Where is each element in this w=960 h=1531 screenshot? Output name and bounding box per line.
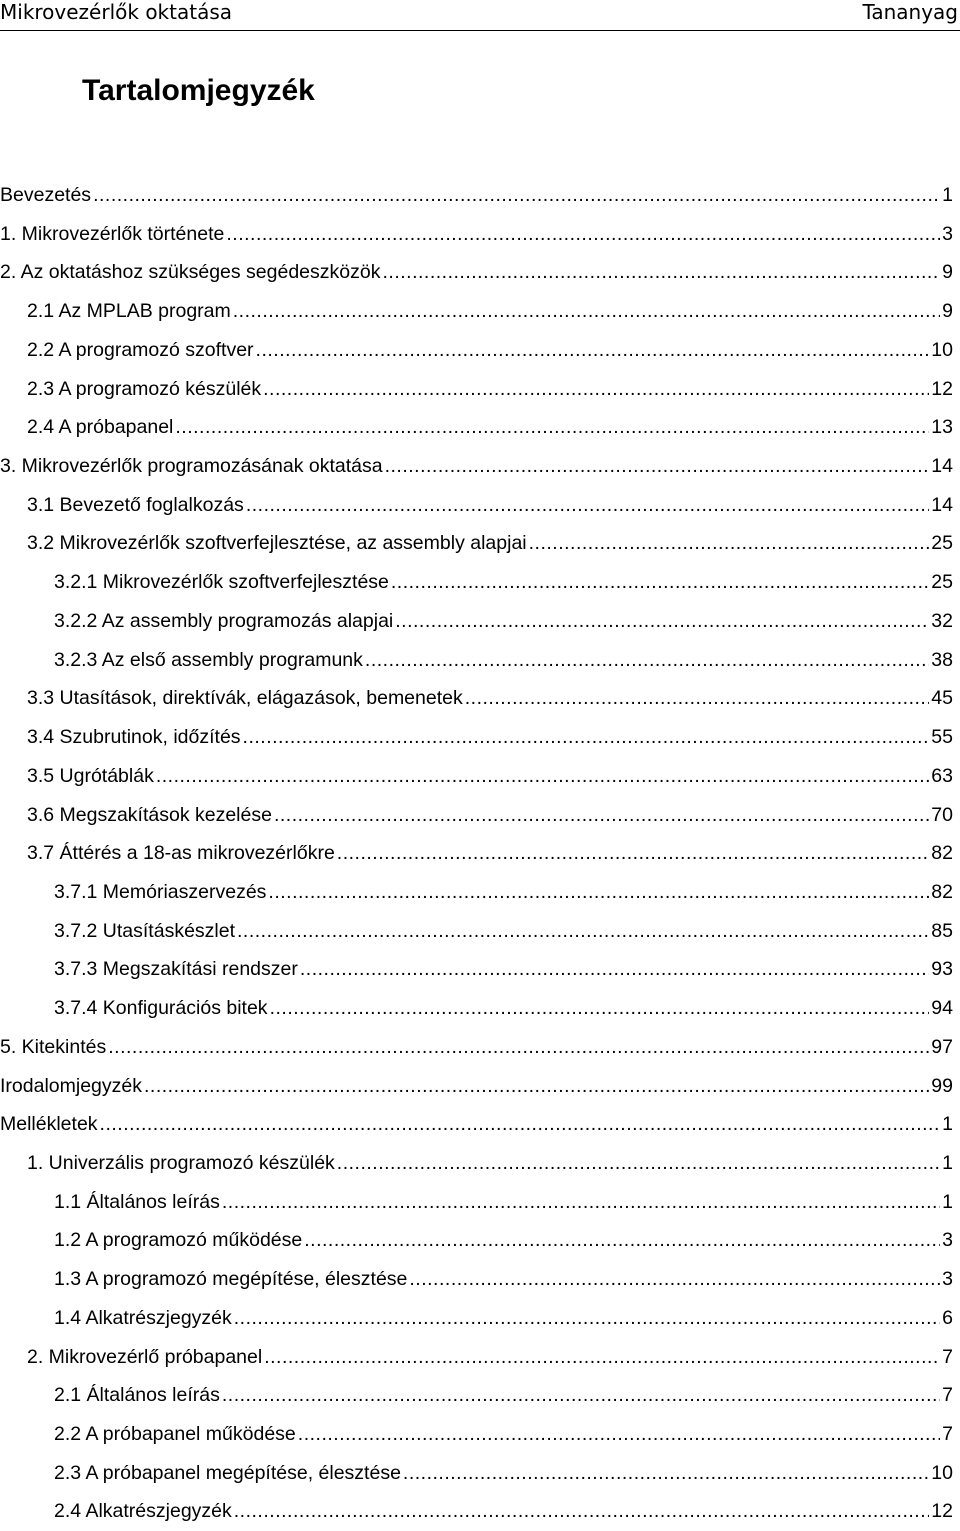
toc-entry-label: 3.7.3 Megszakítási rendszer <box>54 958 298 981</box>
toc-entry-page-number: 93 <box>931 958 953 981</box>
toc-entry[interactable] <box>0 370 953 409</box>
toc-entry-page-number: 7 <box>942 1345 953 1368</box>
toc-dot-leader <box>100 1105 941 1144</box>
toc-entry[interactable] <box>0 331 953 370</box>
toc-dot-leader <box>93 176 940 215</box>
toc-entry-label: Mellékletek <box>0 1113 98 1136</box>
toc-entry-label: 2.1 Az MPLAB program <box>27 300 231 323</box>
toc-dot-leader <box>337 1144 940 1183</box>
toc-entry-label: 3.3 Utasítások, direktívák, elágazások, bemenetek <box>27 687 463 710</box>
toc-entry[interactable] <box>0 447 953 486</box>
toc-entry-page-number: 82 <box>931 880 953 903</box>
toc-entry-page-number: 10 <box>931 1461 953 1484</box>
toc-entry[interactable] <box>0 408 953 447</box>
toc-entry-page-number: 9 <box>942 261 953 284</box>
toc-entry-page-number: 63 <box>931 764 953 787</box>
toc-entry-page-number: 3 <box>942 222 953 245</box>
toc-entry[interactable] <box>0 679 953 718</box>
toc-dot-leader <box>144 1067 929 1106</box>
header-section-name: Tananyag <box>862 0 958 24</box>
toc-entry[interactable] <box>0 1105 953 1144</box>
toc-title: Tartalomjegyzék <box>82 74 315 107</box>
toc-entry-page-number: 85 <box>931 919 953 942</box>
toc-dot-leader <box>465 679 930 718</box>
toc-dot-leader <box>222 1183 940 1222</box>
toc-entry-label: 3. Mikrovezérlők programozásának oktatása <box>0 455 383 478</box>
toc-entry-page-number: 45 <box>931 687 953 710</box>
toc-dot-leader <box>243 718 930 757</box>
toc-entry-page-number: 25 <box>931 571 953 594</box>
toc-entry[interactable] <box>0 602 953 641</box>
toc-entry[interactable] <box>0 1454 953 1493</box>
toc-dot-leader <box>403 1454 929 1493</box>
toc-entry-label: 3.2 Mikrovezérlők szoftverfejlesztése, az assembly alapjai <box>27 532 527 555</box>
toc-dot-leader <box>256 331 930 370</box>
toc-dot-leader <box>385 447 930 486</box>
toc-entry-label: 2. Mikrovezérlő próbapanel <box>27 1345 263 1368</box>
toc-entry-page-number: 7 <box>942 1423 953 1445</box>
toc-entry-label: 3.4 Szubrutinok, időzítés <box>27 726 241 749</box>
toc-entry-label: 5. Kitekintés <box>0 1035 107 1058</box>
toc-dot-leader <box>234 1299 940 1338</box>
toc-entry-label: 3.6 Megszakítások kezelése <box>27 803 272 826</box>
toc-entry-label: 2.3 A programozó készülék <box>27 377 262 400</box>
toc-entry-label: 2.4 Alkatrészjegyzék <box>54 1500 232 1523</box>
toc-entry-page-number: 99 <box>931 1074 953 1097</box>
toc-entry[interactable] <box>0 1028 953 1067</box>
toc-entry-label: 2. Az oktatáshoz szükséges segédeszközök <box>0 261 381 284</box>
toc-entry-label: 3.1 Bevezető foglalkozás <box>27 493 244 516</box>
toc-entry-page-number: 3 <box>942 1268 953 1291</box>
toc-entry-label: 3.7 Áttérés a 18-as mikrovezérlőkre <box>27 842 335 865</box>
toc-entry[interactable] <box>0 176 953 215</box>
toc-entry-page-number: 97 <box>931 1035 953 1058</box>
toc-entry-page-number: 82 <box>931 842 953 865</box>
toc-entry-page-number: 55 <box>931 726 953 749</box>
toc-entry-page-number: 12 <box>931 377 953 400</box>
toc-dot-leader <box>409 1260 940 1299</box>
toc-entry-label: 3.7.2 Utasításkészlet <box>54 919 236 942</box>
toc-dot-leader <box>263 370 929 409</box>
toc-entry-page-number: 1 <box>942 1151 953 1174</box>
toc-entry-page-number: 12 <box>931 1500 953 1523</box>
toc-entry[interactable] <box>0 950 953 989</box>
toc-entry-label: 2.2 A próbapanel működése <box>54 1423 296 1445</box>
toc-entry-page-number: 10 <box>931 338 953 361</box>
toc-entry[interactable] <box>0 912 953 951</box>
header-document-title: Mikrovezérlők oktatása <box>0 0 233 24</box>
toc-entry[interactable] <box>0 1376 953 1415</box>
toc-entry-page-number: 1 <box>942 1190 953 1213</box>
toc-entry-label: 1.2 A programozó működése <box>54 1229 303 1252</box>
toc-entry-page-number: 70 <box>931 803 953 826</box>
toc-dot-leader <box>391 563 929 602</box>
toc-entry-label: 2.3 A próbapanel megépítése, élesztése <box>54 1461 401 1484</box>
toc-entry-label: Bevezetés <box>0 184 92 206</box>
page-header <box>0 0 960 31</box>
toc-dot-leader <box>264 1338 940 1377</box>
toc-entry[interactable] <box>0 292 953 331</box>
toc-entry[interactable] <box>0 253 953 292</box>
toc-dot-leader <box>234 1492 930 1531</box>
toc-entry[interactable] <box>0 486 953 525</box>
toc-entry-label: 2.1 Általános leírás <box>54 1384 220 1407</box>
toc-entry-page-number: 7 <box>942 1384 953 1407</box>
toc-entry[interactable] <box>0 1183 953 1222</box>
toc-entry-page-number: 9 <box>942 300 953 323</box>
toc-entry-page-number: 3 <box>942 1229 953 1252</box>
toc-entry-label: 3.2.3 Az első assembly programunk <box>54 648 363 671</box>
toc-entry[interactable] <box>0 563 953 602</box>
toc-entry-label: 3.7.4 Konfigurációs bitek <box>54 997 268 1020</box>
toc-entry[interactable] <box>0 989 953 1028</box>
toc-dot-leader <box>365 641 929 680</box>
toc-entry-label: 3.7.1 Memóriaszervezés <box>54 880 267 903</box>
toc-dot-leader <box>156 757 929 796</box>
toc-entry[interactable] <box>0 215 953 254</box>
toc-entry-label: 2.2 A programozó szoftver <box>27 338 254 361</box>
toc-entry-page-number: 13 <box>931 416 953 439</box>
toc-entry[interactable] <box>0 1338 953 1377</box>
toc-entry[interactable] <box>0 1492 953 1531</box>
toc-entry-page-number: 6 <box>942 1306 953 1329</box>
toc-dot-leader <box>233 292 940 331</box>
toc-dot-leader <box>270 989 930 1028</box>
toc-dot-leader <box>226 215 940 254</box>
toc-entry[interactable] <box>0 873 953 912</box>
toc-dot-leader <box>304 1221 940 1260</box>
toc-dot-leader <box>268 873 929 912</box>
toc-entry-page-number: 25 <box>931 532 953 555</box>
toc-entry-label: 3.2.1 Mikrovezérlők szoftverfejlesztése <box>54 571 389 594</box>
toc-entry-label: 1.3 A programozó megépítése, élesztése <box>54 1268 408 1291</box>
toc-entry-label: 3.2.2 Az assembly programozás alapjai <box>54 609 394 632</box>
toc-entry[interactable] <box>0 757 953 796</box>
toc-entry-label: 3.5 Ugrótáblák <box>27 764 154 787</box>
toc-entry[interactable] <box>0 834 953 873</box>
toc-dot-leader <box>108 1028 929 1067</box>
toc-dot-leader <box>337 834 930 873</box>
toc-entry-label: Irodalomjegyzék <box>0 1074 142 1097</box>
toc-entry-page-number: 38 <box>931 648 953 671</box>
toc-entry[interactable] <box>0 1415 953 1454</box>
toc-entry[interactable] <box>0 524 953 563</box>
toc-dot-leader <box>237 912 929 951</box>
toc-entry-label: 1.1 Általános leírás <box>54 1190 220 1213</box>
toc-entry-page-number: 1 <box>942 1113 953 1136</box>
toc-entry[interactable] <box>0 641 953 680</box>
toc-entry[interactable] <box>0 1144 953 1183</box>
toc-dot-leader <box>222 1376 940 1415</box>
toc-dot-leader <box>300 950 929 989</box>
toc-entry-page-number: 14 <box>931 493 953 516</box>
toc-entry-page-number: 94 <box>931 997 953 1020</box>
toc-entry[interactable] <box>0 718 953 757</box>
toc-entry-label: 1.4 Alkatrészjegyzék <box>54 1306 232 1329</box>
toc-entry[interactable] <box>0 1260 953 1299</box>
toc-entry-label: 1. Univerzális programozó készülék <box>27 1151 335 1174</box>
toc-dot-leader <box>382 253 940 292</box>
toc-dot-leader <box>246 486 929 525</box>
toc-entry[interactable] <box>0 1299 953 1338</box>
toc-dot-leader <box>395 602 929 641</box>
toc-dot-leader <box>529 524 930 563</box>
toc-entry-page-number: 32 <box>931 609 953 632</box>
toc-dot-leader <box>298 1415 940 1454</box>
toc-entry[interactable] <box>0 1067 953 1106</box>
toc-entry-label: 2.4 A próbapanel <box>27 416 174 439</box>
toc-entry[interactable] <box>0 1221 953 1260</box>
toc-entry-label: 1. Mikrovezérlők története <box>0 222 225 245</box>
toc-entry[interactable] <box>0 796 953 835</box>
toc-entry-page-number: 14 <box>931 455 953 478</box>
toc-list <box>0 176 953 1531</box>
toc-entry-page-number: 1 <box>942 184 953 206</box>
toc-dot-leader <box>175 408 929 447</box>
toc-dot-leader <box>274 796 929 835</box>
